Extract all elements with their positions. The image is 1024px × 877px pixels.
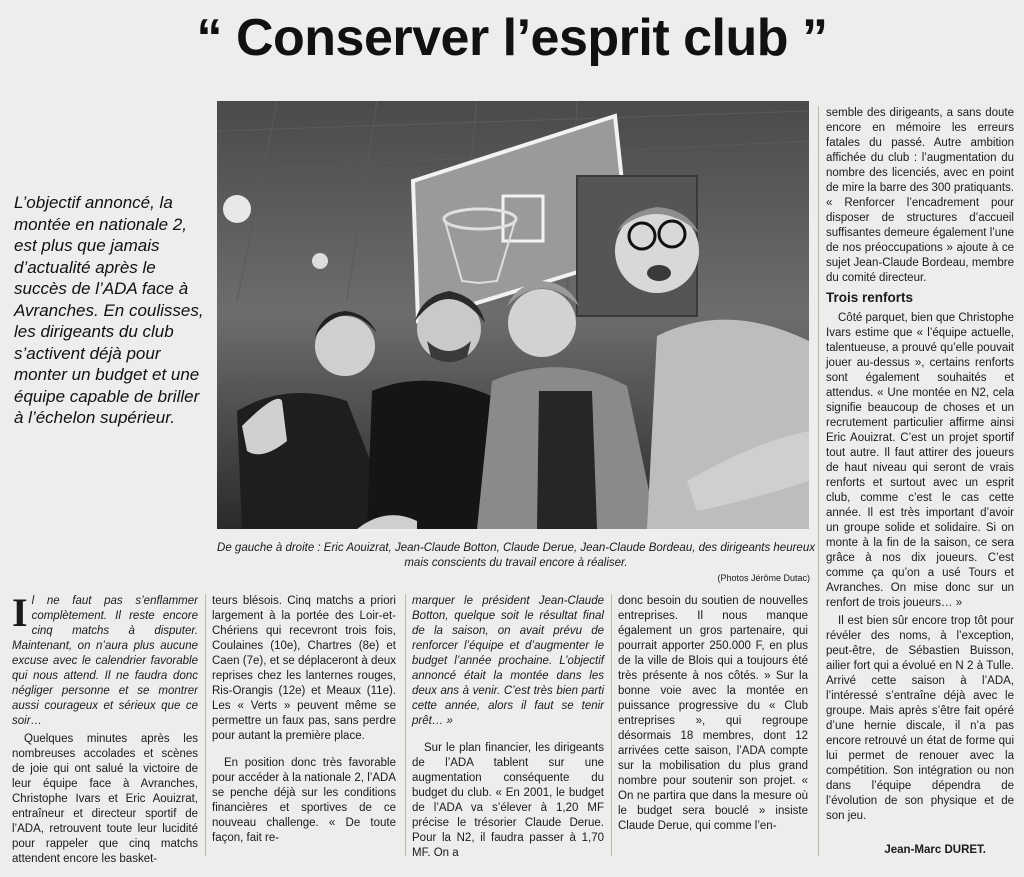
article-column-3 (412, 594, 604, 864)
col2-paragraph-2: En position donc très favorable pour accéder à la nationale 2, l’ADA se penche déjà sur les conditions financières et sportives de ce nouveau challenge. « De toute façon, fait re- (212, 757, 396, 844)
article-column-4 (618, 594, 808, 837)
column-divider (818, 106, 819, 856)
author-byline: Jean-Marc DURET. (884, 844, 986, 856)
team-photo (217, 101, 809, 529)
article-column-2 (212, 594, 396, 849)
col3-paragraph-1: marquer le président Jean-Claude Botton, quelque soit le résultat final de la saison, on avait prévu de renforcer l’équipe et d’augmenter le budget l’année prochaine. L’objectif annoncé était la montée dans les deux ans à venir. C’est très bien parti cette année, alors il faut se tenir prêt… » (412, 595, 604, 727)
col1-paragraph-2: Quelques minutes après les nombreuses accolades et scènes de joie qui ont salué la victoire de leur équipe face à Avranches, Christophe Ivars et Eric Aouizrat, entraîneur et directeur sportif de l’ADA, retrouvent toute leur lucidité pour rappeler que cinq matchs attendent encore les basket- (12, 733, 198, 865)
headline: “ Conserver l’esprit club ” (196, 9, 828, 67)
photo-credit: (Photos Jérôme Dutac) (717, 573, 810, 583)
intro-paragraph: L’objectif annoncé, la montée en nationale 2, est plus que jamais d’actualité après le succès de l’ADA face à Avranches. En coulisses, les dirigeants du club s’activent déjà pour monter un budget et une équipe capable de briller à l’échelon supérieur. (14, 193, 204, 427)
col5-paragraph-3: Il est bien sûr encore trop tôt pour révéler des noms, à l’exception, peut-être, de Sébastien Buisson, ailier fort qui a évolué en N 2 à Tulle. Arrivé cette saison à l’ADA, l’intéressé s’entraîne déjà avec le groupe. Mais après s’être fait opéré d’une hernie discale, il n’a pas encore retrouvé un état de forme qui lui permet de renouer avec la compétition. Son intégration ou non dans l’équipe dépendra de l’évolution de son physique et de son jeu. (826, 615, 1014, 822)
column-divider (205, 594, 206, 856)
column-divider (405, 594, 406, 856)
col3-paragraph-2: Sur le plan financier, les dirigeants de l’ADA tablent sur une augmentation conséquente du budget du club. « En 2001, le budget de l’ADA va s’élever à 1,20 MF précise le trésorier Claude Derue. Pour la N2, il faudra passer à 1,70 MF. On a (412, 742, 604, 859)
article-column-1 (12, 590, 198, 870)
article-column-5 (826, 106, 1014, 827)
col2-paragraph-1: teurs blésois. Cinq matchs a priori largement à la portée des Loir-et-Chériens qui recevront trois fois, Coulaines (10e), Chartres (8e) et Caen (7e), et se déplaceront à deux reprises chez les lanternes rouges, Ris-Orangis (12e) et Meaux (11e). Les « Verts » peuvent même se permettre un faux pas, sans perdre pour autant la première place. (212, 595, 396, 742)
col5-paragraph-2: Côté parquet, bien que Christophe Ivars estime que « l’équipe actuelle, talentueuse, a prouvé qu’elle pouvait jouer au-dessus », certains renforts sont également souhaités et attendus. « Une montée en N2, cela signifie beaucoup de choses et un recrutement particulier affirme ainsi Eric Aouizrat. C’est un projet sportif tout autre. Il faut attirer des joueurs de haut niveau qui seront de vrais renforts et surtout avec un esprit club, comme c’est le cas cette année. Il est très important d’avoir un groupe solide et solidaire. Si on monte à la fin de la saison, ce sera grâce à nos dix joueurs. C’est comme ça qu’on a usé Tours et Avranches. On mise donc sur un renfort de trois joueurs… » (826, 312, 1014, 609)
col5-paragraph-1: semble des dirigeants, a sans doute encore en mémoire les erreurs fatales du passé. Autre ambition affichée du club : l’augmentation du nombre des licenciés, avec en point de mire la barre des 300 pratiquants. « Renforcer l’encadrement pour disposer de structures d’accueil suffisantes demeure également l’une de nos préoccupations » ajoute à ce sujet Jean-Claude Bordeau, membre du comité directeur. (826, 107, 1014, 284)
col4-paragraph-1: donc besoin du soutien de nouvelles entreprises. Il nous manque également un gros partenaire, qui pourrait apporter 250.000 F, en plus de la ville de Blois qui a toujours été très présente à nos côtés. » Sur la bonne voie avec la montée en puissance progressive du « Club entreprises », qui regroupe désormais 18 membres, dont 12 arrivées cette saison, l’ADA compte sur la mobilisation du plus grand nombre pour soutenir son projet. « On ne partira que dans la mesure où le budget sera bouclé » insiste Claude Derue, qui comme l’en- (618, 595, 808, 832)
column-divider (611, 594, 612, 856)
photo-caption: De gauche à droite : Eric Aouizrat, Jean-Claude Botton, Claude Derue, Jean-Claude Bordeau, des dirigeants heureux mais conscients du travail encore à réaliser. (217, 542, 815, 569)
col1-paragraph-1: l ne faut pas s’enflammer complètement. Il reste encore cinq matchs à disputer. Maintenant, on n’aura plus aucune excuse avec le calendrier favorable qui nous attend. Il ne faudra donc négliger personne et se montrer aussi courageux et sérieux que ce soir… (12, 595, 198, 727)
drop-cap: I (12, 590, 28, 635)
section-subhead: Trois renforts (826, 290, 914, 305)
